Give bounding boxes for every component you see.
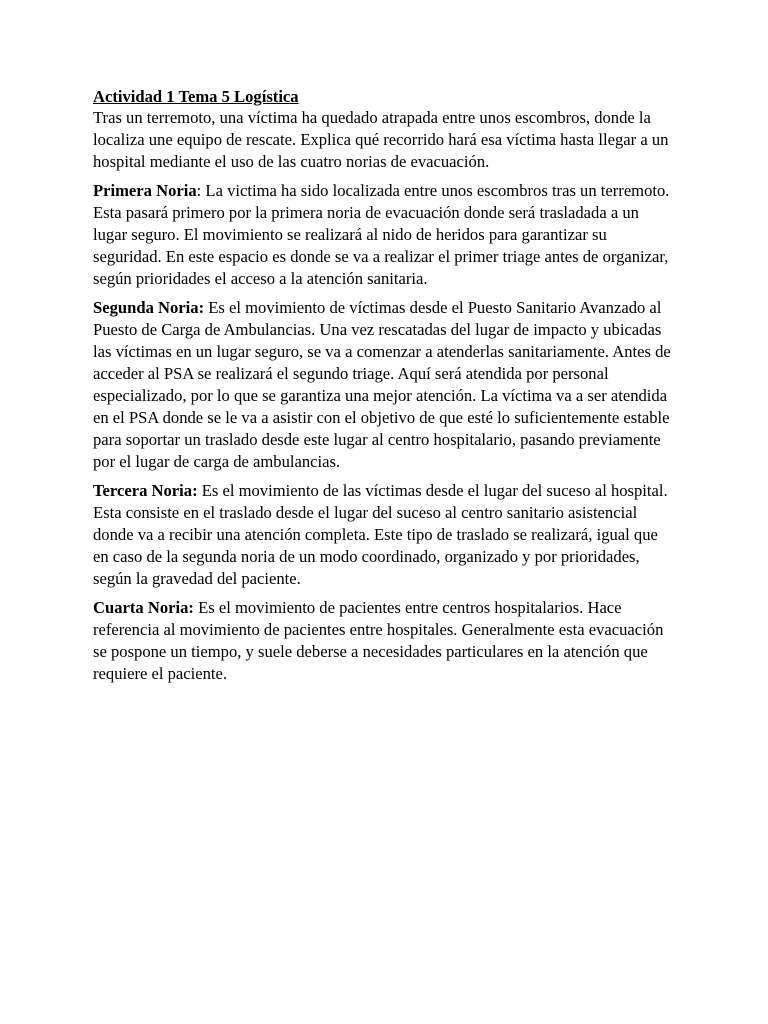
section-text: Es el movimiento de víctimas desde el Puesto Sanitario Avanzado al Puesto de Carga de Ambulancias. Una vez rescatadas del lugar de impacto y ubicadas las víctimas en un lugar seguro, se va a comenzar a atenderlas sanitariamente. Antes de acceder al PSA se realizará el segundo triage. Aquí será atendida por personal especializado, por lo que se garantiza una mejor atención. La víctima va a ser atendida en el PSA donde se le va a asistir con el objetivo de que esté lo suficientemente estable para soportar un traslado desde este lugar al centro hospitalario, pasando previamente por el lugar de carga de ambulancias. [93,298,671,471]
section-term: Segunda Noria: [93,298,205,317]
intro-paragraph: Tras un terremoto, una víctima ha quedado atrapada entre unos escombros, donde la localiza une equipo de rescate. Explica qué recorrido hará esa víctima hasta llegar a un hospital mediante el uso de las cuatro norias de evacuación. [93,108,669,171]
document-title: Actividad 1 Tema 5 Logística [93,87,299,106]
section-term: Tercera Noria: [93,481,198,500]
section-tercera-noria [93,480,672,590]
section-text: : La victima ha sido localizada entre unos escombros tras un terremoto. Esta pasará primero por la primera noria de evacuación donde será trasladada a un lugar seguro. El movimiento se realizará al nido de heridos para garantizar su seguridad. En este espacio es donde se va a realizar el primer triage antes de organizar, según prioridades el acceso a la atención sanitaria. [93,181,670,288]
section-term: Primera Noria [93,181,197,200]
section-segunda-noria [93,297,672,473]
section-text: Es el movimiento de pacientes entre centros hospitalarios. Hace referencia al movimiento de pacientes entre hospitales. Generalmente esta evacuación se pospone un tiempo, y suele deberse a necesidades particulares en la atención que requiere el paciente. [93,598,664,683]
section-cuarta-noria [93,597,672,685]
section-text: Es el movimiento de las víctimas desde el lugar del suceso al hospital. Esta consiste en el traslado desde el lugar del suceso al centro sanitario asistencial donde va a recibir una atención completa. Este tipo de traslado se realizará, igual que en caso de la segunda noria de un modo coordinado, organizado y por prioridades, según la gravedad del paciente. [93,481,668,588]
section-term: Cuarta Noria: [93,598,194,617]
section-primera-noria [93,180,672,290]
